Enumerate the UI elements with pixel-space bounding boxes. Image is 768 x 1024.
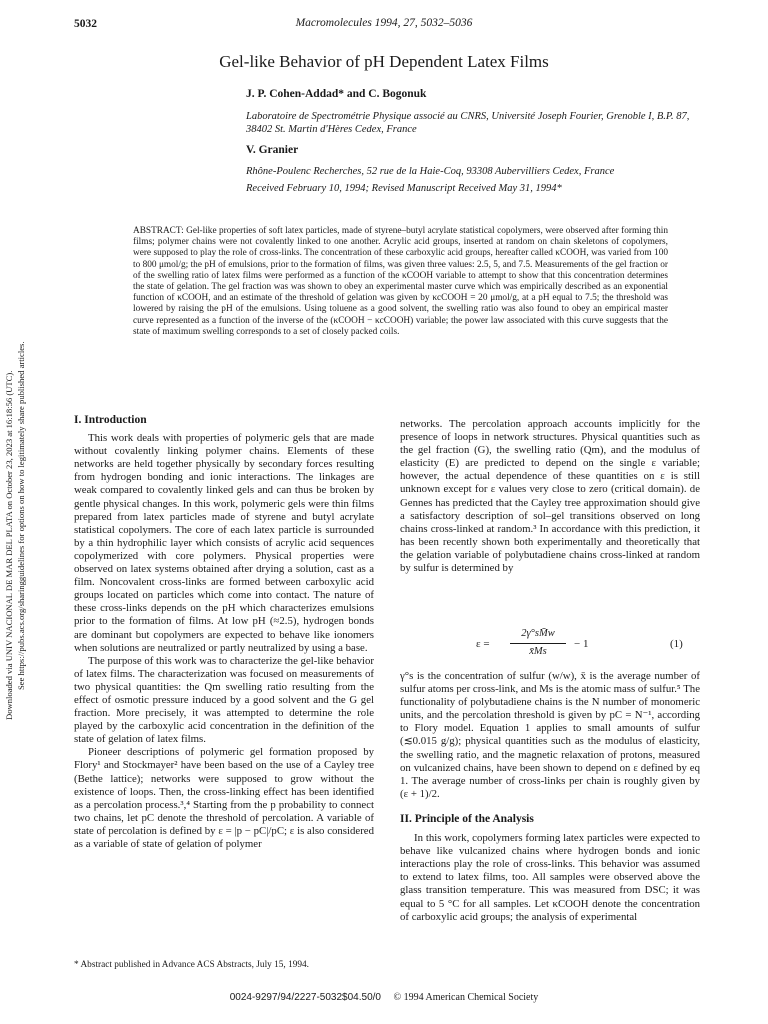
- intro-paragraph-2: The purpose of this work was to characterize the gel-like behavior of latex films. The characterization was focused on measurements of two physical quantities: the Qm swelling ratio resulting from the effect of osmotic pressure induced by a good solvent and the G gel fraction. More precisely, it was attempted to determine the role played by the carboxylic acid concentration in the definition of the state of gelation of latex films.: [74, 654, 375, 746]
- section-heading-introduction: I. Introduction: [74, 414, 147, 426]
- footnote: * Abstract published in Advance ACS Abstracts, July 15, 1994.: [74, 960, 309, 970]
- equation-label: (1): [670, 638, 683, 650]
- right-column-top: [400, 418, 700, 575]
- right-paragraph-2: γ°s is the concentration of sulfur (w/w), x̄ is the average number of sulfur atoms per cross-link, and Ms is the atomic mass of sulfur.⁵ The functionality of polybutadiene chains is the N number of monomeric units, and the percolation threshold is given by pC = N⁻¹, according to Flory model. Equation 1 applies to small amounts of sulfur (≲0.015 g/g); physical quantities such as the modulus of elasticity, the swelling ratio, and the magnetic relaxation of protons, measured on vulcanized chains, have been shown to depend on ε defined by eq 1. The average number of cross-links per chain is roughly given by (ε + 1)/2.: [400, 670, 700, 800]
- equation-lhs: ε =: [476, 638, 490, 650]
- journal-citation: Macromolecules 1994, 27, 5032–5036: [295, 17, 473, 29]
- equation-denominator: x̄Ms: [529, 646, 547, 657]
- author-2: V. Granier: [246, 144, 299, 156]
- download-notice-line-1: Downloaded via UNIV NACIONAL DE MAR DEL PLATA on October 23, 2023 at 16:18:56 (UTC).: [4, 370, 14, 720]
- intro-paragraph-1: This work deals with properties of polymeric gels that are made without covalently linking polymer chains. Elements of these networks are held together physically by secondary forces resulting from hydrogen bonding and ionic interactions. The linkages are weak compared to covalently linked gels and can thus be broken by gentle physical changes. In this work, polymeric gels were thin films prepared from latex particles made of styrene and butyl acrylate statistical copolymers. The core of each latex particle is surrounded by a thin hydrophilic layer which consists of acrylic acid sequences copolymerized with core polymers. Physical properties were observed on latex systems obtained after drying a solution, cast as a film. Noncovalent cross-links are formed between carboxylic acid groups located on particles which come into contact. The nature of these cross-links depends on the pH which characterizes emulsions prior to the formation of films. At low pH (≈2.5), hydrogen bonds are dominant but copolymers are expected to behave like ionomers when solutions are neutralized or partly neutralized by using a base.: [74, 432, 374, 654]
- affiliation-1: Laboratoire de Spectrométrie Physique associé au CNRS, Université Joseph Fourier, Grenoble I, B.P. 87, 38402 St. Martin d'Hères Cedex, France: [246, 111, 690, 135]
- section-heading-principle: II. Principle of the Analysis: [400, 812, 534, 825]
- fraction-bar: [510, 643, 566, 644]
- right-paragraph-1: networks. The percolation approach accounts implicitly for the presence of loops in network structures. Physical quantities such as the gel fraction (G), the swelling ratio (Qm), and the modulus of elasticity (E) are predicted to depend on the single ε variable; however, the actual dependence of these quantities on ε is still unknown except for ε values very close to zero (critical domain). de Gennes has predicted that the Cayley tree approximation should give a satisfactory description of sol–gel transitions observed on long chains cross-linked at random.³ In accordance with this prediction, it has been recently shown both experimentally and theoretically that the gelation variable of polybutadiene chains cross-linked at random by sulfur is determined by: [400, 418, 700, 575]
- article-code: 0024-9297/94/2227-5032$04.50/0: [229, 992, 381, 1003]
- equation-tail: − 1: [574, 638, 589, 650]
- left-column: [74, 414, 374, 851]
- copyright: © 1994 American Chemical Society: [393, 992, 539, 1003]
- page-footer: [0, 992, 768, 1003]
- download-notice-line-2: See https://pubs.acs.org/sharingguidelines for options on how to legitimately share published articles.: [16, 341, 26, 690]
- right-column-bottom: [400, 670, 700, 924]
- abstract: ABSTRACT: Gel-like properties of soft latex particles, made of styrene–butyl acrylate statistical copolymers, were observed after forming thin films; polymer chains were not covalently linked to one another. Acrylic acid groups, inserted at random on chain skeletons of copolymers, were supposed to play the role of cross-links. The concentration of these carboxylic acid groups, hereafter called κCOOH, was varied from 100 to 800 μmol/g; the pH of emulsions, prior to the formation of films, was given three values: 2.5, 5, and 7.5. Measurements of the gel fraction or of the swelling ratio of latex films were performed as a function of the κCOOH variable to attempt to show that this concentration determines the state of gelation. The gel fraction was was shown to obey an experimental master curve which was empirically described as an exponential function of κCOOH, and an estimate of the threshold of gelation was given by κcCOOH = 20 μmol/g, at a pH equal to 7.5; the threshold was lowered by raising the pH of the emulsions. Using toluene as a good solvent, the swelling ratio was also found to obey an empirical master curve represented as a function of the inverse of the (κCOOH − κcCOOH) variable; the power law associated with this curve suggests that the state of maximum swelling corresponds to a set of closely packed coils.: [133, 226, 668, 337]
- affiliation-2: Rhône-Poulenc Recherches, 52 rue de la Haie-Coq, 93308 Aubervilliers Cedex, France: [246, 166, 615, 177]
- equation-numerator: 2γ°sM̄w: [521, 628, 555, 639]
- right-paragraph-3: In this work, copolymers forming latex particles were expected to behave like vulcanized chains where hydrogen bonds and ionic interactions play the role of cross-links. This behavior was assumed to extend to latex films, too. All samples were observed above the glass transition temperature. This was measured from DSC; it was equal to 5 °C for all samples. Let κCOOH denote the concentration of carboxylic acid groups; the analysis of experimental: [400, 832, 700, 923]
- received-dates: Received February 10, 1994; Revised Manuscript Received May 31, 1994*: [246, 183, 562, 194]
- authors: J. P. Cohen-Addad* and C. Bogonuk: [246, 88, 427, 100]
- page-number: 5032: [74, 18, 97, 30]
- equation-1: [380, 628, 698, 662]
- download-notice: [0, 290, 30, 720]
- intro-paragraph-3: Pioneer descriptions of polymeric gel formation proposed by Flory¹ and Stockmayer² have been based on the use of a Cayley tree (Bethe lattice); networks were supposed to grow without the existence of loops. Then, the cross-linking effect has been identified as a percolation process.³,⁴ Starting from the p probability to connect two chains, let pC denote the threshold of percolation. A variable of state of percolation is defined by ε = |p − pC|/pC; ε is also considered as a variable of state of gelation of polymer: [74, 746, 374, 850]
- paper-title: Gel-like Behavior of pH Dependent Latex Films: [219, 52, 549, 71]
